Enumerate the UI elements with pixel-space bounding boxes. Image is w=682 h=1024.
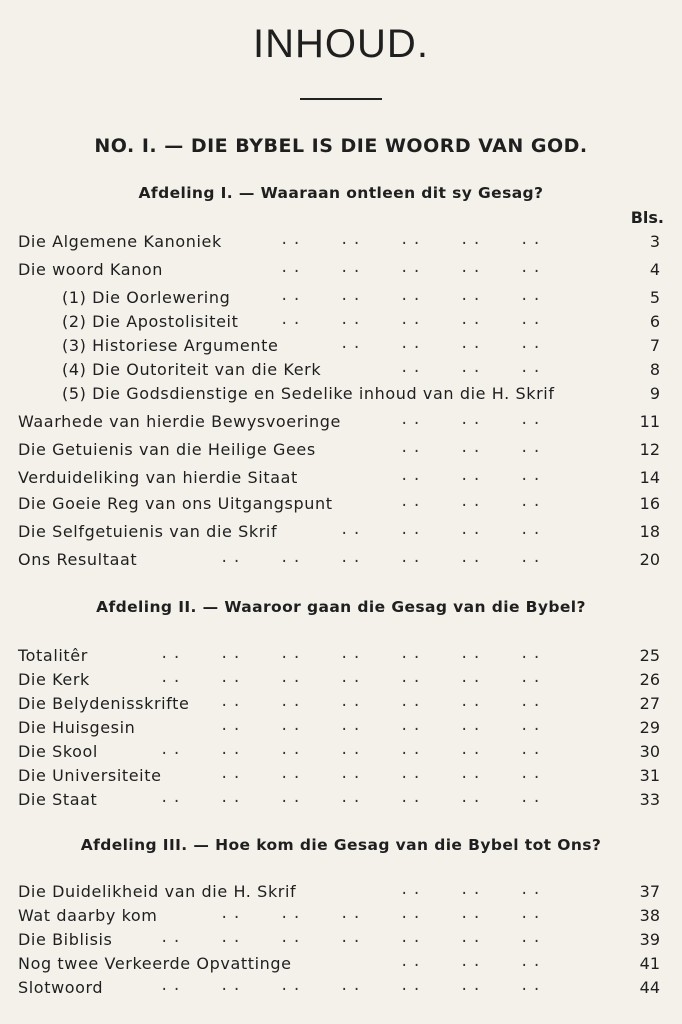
section-heading: Afdeling I. — Waaraan ontleen dit sy Gesag?: [138, 184, 544, 202]
toc-entry: [0, 336, 682, 360]
toc-entry: [0, 550, 682, 574]
entry-page: 31: [639, 766, 660, 785]
toc-entry: [0, 790, 682, 814]
leader-dots: .. .. ..: [400, 494, 545, 510]
entry-page: 39: [639, 930, 660, 949]
entry-page: 12: [639, 440, 660, 459]
leader-dots: .. .. .. .. ..: [280, 312, 545, 328]
entry-page: 27: [639, 694, 660, 713]
entry-label: Die Belydenisskrifte: [18, 694, 190, 713]
page-title: INHOUD.: [253, 22, 429, 66]
toc-entry: [0, 954, 682, 978]
leader-dots: .. .. .. .. .. ..: [220, 906, 545, 922]
entry-label: (1) Die Oorlewering: [62, 288, 231, 307]
leader-dots: .. .. ..: [400, 954, 545, 970]
title-rule: [300, 98, 382, 100]
toc-entry: [0, 288, 682, 312]
leader-dots: .. .. .. .. .. .. ..: [160, 790, 545, 806]
entry-label: Die Biblisis: [18, 930, 113, 949]
entry-label: Die Getuienis van die Heilige Gees: [18, 440, 316, 459]
entry-page: 3: [649, 232, 660, 251]
entry-label: (3) Historiese Argumente: [62, 336, 279, 355]
entry-label: Die Selfgetuienis van die Skrif: [18, 522, 278, 541]
entry-label: Slotwoord: [18, 978, 104, 997]
toc-entry: [0, 412, 682, 436]
entry-page: 11: [639, 412, 660, 431]
toc-entry: [0, 930, 682, 954]
entry-page: 44: [639, 978, 660, 997]
leader-dots: .. .. .. .. .. .. ..: [160, 670, 545, 686]
toc-entry: [0, 882, 682, 906]
toc-entry: [0, 468, 682, 492]
toc-entry: [0, 978, 682, 1002]
leader-dots: .. .. ..: [400, 468, 545, 484]
entry-page: 18: [639, 522, 660, 541]
entry-page: 25: [639, 646, 660, 665]
toc-entry: [0, 646, 682, 670]
chapter-heading: NO. I. — DIE BYBEL IS DIE WOORD VAN GOD.: [94, 135, 588, 157]
toc-entry: [0, 522, 682, 546]
entry-page: 14: [639, 468, 660, 487]
leader-dots: .. .. .. ..: [340, 522, 545, 538]
entry-label: Die Skool: [18, 742, 98, 761]
leader-dots: .. .. .. .. ..: [280, 288, 545, 304]
leader-dots: .. .. .. .. .. .. ..: [160, 742, 545, 758]
leader-dots: .. .. ..: [400, 882, 545, 898]
entry-label: Die Goeie Reg van ons Uitgangspunt: [18, 494, 333, 513]
toc-entry: [0, 232, 682, 256]
page-column-label: Bls.: [630, 208, 664, 227]
entry-label: (4) Die Outoriteit van die Kerk: [62, 360, 322, 379]
toc-entry: [0, 384, 682, 408]
entry-label: Die Huisgesin: [18, 718, 136, 737]
leader-dots: .. .. .. .. .. .. ..: [160, 930, 545, 946]
entry-page: 16: [639, 494, 660, 513]
leader-dots: .. .. .. .. .. .. ..: [160, 978, 545, 994]
leader-dots: .. .. .. .. .. .. ..: [160, 646, 545, 662]
entry-page: 33: [639, 790, 660, 809]
entry-page: 5: [649, 288, 660, 307]
entry-label: Die Universiteite: [18, 766, 162, 785]
leader-dots: .. .. ..: [400, 412, 545, 428]
entry-page: 30: [639, 742, 660, 761]
entry-label: Ons Resultaat: [18, 550, 138, 569]
leader-dots: .. .. .. ..: [340, 336, 545, 352]
entry-label: Verduideliking van hierdie Sitaat: [18, 468, 298, 487]
entry-page: 4: [649, 260, 660, 279]
entry-label: Waarhede van hierdie Bewysvoeringe: [18, 412, 341, 431]
leader-dots: .. .. ..: [400, 360, 545, 376]
entry-label: Die woord Kanon: [18, 260, 163, 279]
toc-entry: [0, 440, 682, 464]
toc-entry: [0, 906, 682, 930]
toc-entry: [0, 694, 682, 718]
entry-page: 6: [649, 312, 660, 331]
entry-label: Die Kerk: [18, 670, 90, 689]
toc-entry: [0, 360, 682, 384]
entry-label: (2) Die Apostolisiteit: [62, 312, 239, 331]
entry-label: Die Duidelikheid van die H. Skrif: [18, 882, 297, 901]
leader-dots: .. .. .. .. ..: [280, 232, 545, 248]
toc-entry: [0, 670, 682, 694]
entry-label: Wat daarby kom: [18, 906, 158, 925]
section-heading: Afdeling III. — Hoe kom die Gesag van die Bybel tot Ons?: [80, 836, 602, 854]
entry-page: 41: [639, 954, 660, 973]
entry-page: 37: [639, 882, 660, 901]
entry-label: Totalitêr: [18, 646, 88, 665]
leader-dots: .. .. .. .. .. ..: [220, 766, 545, 782]
entry-page: 29: [639, 718, 660, 737]
toc-entry: [0, 260, 682, 284]
toc-entry: [0, 312, 682, 336]
entry-label: Die Algemene Kanoniek: [18, 232, 222, 251]
entry-label: Die Staat: [18, 790, 98, 809]
entry-page: 38: [639, 906, 660, 925]
toc-entry: [0, 742, 682, 766]
leader-dots: .. .. .. .. .. ..: [220, 694, 545, 710]
entry-page: 8: [649, 360, 660, 379]
toc-entry: [0, 766, 682, 790]
toc-entry: [0, 718, 682, 742]
entry-page: 9: [649, 384, 660, 403]
entry-label: Nog twee Verkeerde Opvattinge: [18, 954, 292, 973]
entry-page: 26: [639, 670, 660, 689]
leader-dots: .. .. .. .. ..: [280, 260, 545, 276]
entry-label: (5) Die Godsdienstige en Sedelike inhoud van die H. Skrif: [62, 384, 555, 403]
leader-dots: .. .. .. .. .. ..: [220, 718, 545, 734]
leader-dots: .. .. .. .. .. ..: [220, 550, 545, 566]
section-heading: Afdeling II. — Waaroor gaan die Gesag van die Bybel?: [96, 598, 586, 616]
leader-dots: .. .. ..: [400, 440, 545, 456]
toc-entry: [0, 494, 682, 518]
entry-page: 7: [649, 336, 660, 355]
entry-page: 20: [639, 550, 660, 569]
